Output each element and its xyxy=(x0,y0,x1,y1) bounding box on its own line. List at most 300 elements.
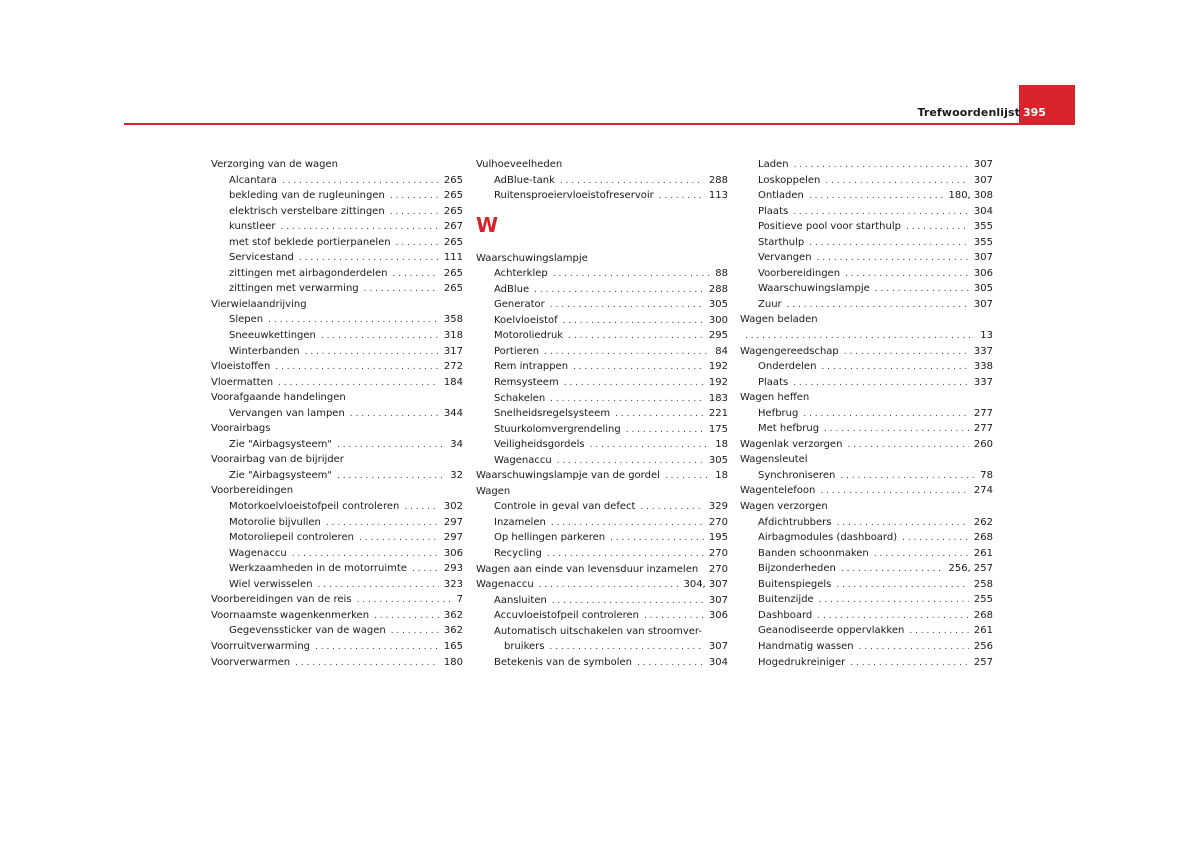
dot-leader xyxy=(859,640,969,656)
index-entry-page: 255 xyxy=(973,594,993,606)
index-entry-page: 258 xyxy=(973,578,993,590)
index-entry xyxy=(740,577,993,593)
index-entry-label: Vierwielaandrijving xyxy=(211,298,307,310)
dot-leader xyxy=(844,345,969,361)
section-letter: W xyxy=(476,212,499,237)
index-entry xyxy=(211,546,463,562)
index-entry xyxy=(211,468,463,484)
index-entry xyxy=(476,391,728,407)
index-entry xyxy=(740,173,993,189)
dot-leader xyxy=(557,454,704,470)
index-entry xyxy=(211,608,463,624)
index-entry-label: Vervangen xyxy=(758,252,812,264)
dot-leader xyxy=(563,314,704,330)
dot-leader xyxy=(337,469,445,485)
index-entry xyxy=(211,297,463,313)
dot-leader xyxy=(837,516,969,532)
dot-leader xyxy=(549,640,703,656)
index-entry-page: 265 xyxy=(443,267,463,279)
dot-leader xyxy=(390,189,439,205)
index-entry-label: Voorverwarmen xyxy=(211,656,291,668)
index-entry-page: 270 xyxy=(708,548,728,560)
index-entry-page: 261 xyxy=(973,625,993,637)
index-column-3 xyxy=(740,157,993,670)
index-entry xyxy=(211,515,463,531)
index-entry-label: Waarschuwingslampje xyxy=(758,283,870,295)
index-entry-label: Wagenaccu xyxy=(229,547,287,559)
index-entry-page: 307 xyxy=(973,298,993,310)
dot-leader xyxy=(295,656,439,672)
dot-leader xyxy=(305,345,439,361)
index-entry-label: Inzamelen xyxy=(494,516,546,528)
index-entry-page: 355 xyxy=(973,221,993,233)
index-entry-label: AdBlue-tank xyxy=(494,174,555,186)
index-entry xyxy=(211,639,463,655)
index-entry-page: 304, 307 xyxy=(683,579,728,591)
index-entry xyxy=(211,328,463,344)
index-entry-page: 111 xyxy=(443,252,463,264)
dot-leader xyxy=(626,423,704,439)
index-entry xyxy=(740,592,993,608)
index-entry-page: 7 xyxy=(456,594,463,606)
dot-leader xyxy=(874,547,969,563)
index-entry xyxy=(740,266,993,282)
index-entry-label: Wagen verzorgen xyxy=(740,501,828,513)
dot-leader xyxy=(275,360,439,376)
dot-leader xyxy=(644,609,704,625)
index-entry xyxy=(476,577,728,593)
index-entry xyxy=(476,157,728,173)
index-entry-page: 306 xyxy=(973,267,993,279)
index-entry-page: 272 xyxy=(443,361,463,373)
index-entry-label: Wagen heffen xyxy=(740,392,810,404)
index-entry-page: 261 xyxy=(973,547,993,559)
index-entry-page: 180, 308 xyxy=(948,190,993,202)
index-entry xyxy=(211,188,463,204)
dot-leader xyxy=(817,609,969,625)
index-entry-page: 323 xyxy=(443,578,463,590)
index-entry xyxy=(476,484,728,500)
index-entry-page: 184 xyxy=(443,376,463,388)
index-entry-label: Dashboard xyxy=(758,609,813,621)
index-entry-page: 338 xyxy=(973,361,993,373)
dot-leader xyxy=(396,236,439,252)
index-entry-label: Met hefbrug xyxy=(758,423,820,435)
index-entry-label: Wagenlak verzorgen xyxy=(740,438,843,450)
index-entry xyxy=(476,655,728,671)
index-entry xyxy=(476,344,728,360)
index-entry-label: Motorkoelvloeistofpeil controleren xyxy=(229,501,400,513)
index-entry-page: 192 xyxy=(708,361,728,373)
index-entry-label: Koelvloeistof xyxy=(494,314,558,326)
index-entry-page: 277 xyxy=(973,407,993,419)
index-entry-label: Rem intrappen xyxy=(494,361,569,373)
index-entry-page: 317 xyxy=(443,345,463,357)
index-entry xyxy=(740,499,993,515)
index-entry-label: Alcantara xyxy=(229,174,277,186)
index-entry-page: 265 xyxy=(443,236,463,248)
index-entry-label: zittingen met verwarming xyxy=(229,283,359,295)
index-entry-label: Motorolie bijvullen xyxy=(229,516,321,528)
index-column-2 xyxy=(476,157,728,670)
index-entry xyxy=(211,623,463,639)
index-entry-label: Vervangen van lampen xyxy=(229,407,345,419)
index-entry-label: Voorafgaande handelingen xyxy=(211,392,346,404)
dot-leader xyxy=(794,158,969,174)
index-entry-label: Voorbereidingen xyxy=(211,485,294,497)
index-entry-label: Portieren xyxy=(494,345,540,357)
dot-leader xyxy=(550,392,704,408)
index-entry-label: Hefbrug xyxy=(758,407,799,419)
index-entry-label: Afdichtrubbers xyxy=(758,516,832,528)
index-entry xyxy=(476,562,728,578)
index-entry-label: Schakelen xyxy=(494,392,546,404)
index-entry-label: bekleding van de rugleuningen xyxy=(229,190,385,202)
index-entry-page: 18 xyxy=(715,439,728,451)
dot-leader xyxy=(390,205,439,221)
index-entry xyxy=(211,281,463,297)
index-entry-label: Onderdelen xyxy=(758,361,817,373)
dot-leader xyxy=(278,376,439,392)
dot-leader xyxy=(615,407,704,423)
index-entry xyxy=(211,219,463,235)
dot-leader xyxy=(551,516,704,532)
index-entry xyxy=(740,437,993,453)
page-number: 395 xyxy=(1023,106,1046,119)
index-entry xyxy=(211,250,463,266)
dot-leader xyxy=(590,438,711,454)
dot-leader xyxy=(357,593,452,609)
index-entry-label: Laden xyxy=(758,159,789,170)
index-entry-page: 288 xyxy=(708,283,728,295)
index-entry-label: Werkzaamheden in de motorruimte xyxy=(229,563,407,575)
index-entry xyxy=(211,483,463,499)
dot-leader xyxy=(374,609,439,625)
dot-leader xyxy=(552,594,704,610)
index-entry xyxy=(476,468,728,484)
index-entry-page: 355 xyxy=(973,236,993,248)
index-entry xyxy=(476,328,728,344)
index-entry xyxy=(211,344,463,360)
index-entry xyxy=(476,406,728,422)
index-entry-label: Ruitensproeiervloeistofreservoir xyxy=(494,190,654,202)
index-entry-label: Zie "Airbagsysteem" xyxy=(229,469,333,481)
index-entry xyxy=(740,375,993,391)
index-entry-page: 262 xyxy=(973,516,993,528)
index-entry-label: Vulhoeveelheden xyxy=(476,159,563,170)
index-entry-page: 362 xyxy=(443,609,463,621)
index-entry-page: 307 xyxy=(973,174,993,186)
index-entry-label: Winterbanden xyxy=(229,345,300,357)
dot-leader xyxy=(909,624,969,640)
index-entry-page: 293 xyxy=(443,563,463,575)
index-entry xyxy=(476,639,728,655)
index-entry xyxy=(211,561,463,577)
index-entry-label: Bijzonderheden xyxy=(758,563,836,575)
index-entry-page: 302 xyxy=(443,501,463,513)
index-entry-page: 297 xyxy=(443,516,463,528)
dot-leader xyxy=(318,578,439,594)
index-entry-label: Banden schoonmaken xyxy=(758,547,869,559)
index-entry xyxy=(211,421,463,437)
dot-leader xyxy=(564,376,704,392)
dot-leader xyxy=(845,267,969,283)
index-entry-page: 165 xyxy=(443,640,463,652)
index-entry xyxy=(211,437,463,453)
index-entry-label: Veiligheidsgordels xyxy=(494,439,585,451)
dot-leader xyxy=(326,516,439,532)
index-entry xyxy=(740,452,993,468)
index-entry-page: 305 xyxy=(973,283,993,295)
dot-leader xyxy=(809,236,969,252)
index-entry xyxy=(740,312,993,328)
index-entry-label: Wiel verwisselen xyxy=(229,578,313,590)
dot-leader xyxy=(820,484,969,500)
index-entry-label: Wagensleutel xyxy=(740,454,808,466)
index-entry-label: Gegevenssticker van de wagen xyxy=(229,625,386,637)
index-entry xyxy=(211,390,463,406)
index-entry-label: Snelheidsregelsysteem xyxy=(494,408,611,420)
index-entry-label: Waarschuwingslampje van de gordel xyxy=(476,470,660,482)
index-entry-label: Hogedrukreiniger xyxy=(758,656,846,668)
index-entry-label: Buitenspiegels xyxy=(758,578,832,590)
dot-leader xyxy=(836,578,969,594)
index-entry-label: Wagen aan einde van levensduur inzamelen xyxy=(476,563,699,575)
index-entry-label: Ontladen xyxy=(758,190,804,202)
index-entry-page: 304 xyxy=(973,205,993,217)
dot-leader xyxy=(793,376,969,392)
index-entry-page: 270 xyxy=(708,563,728,575)
dot-leader xyxy=(787,298,969,314)
index-entry-label: Buitenzijde xyxy=(758,594,814,606)
index-entry xyxy=(211,452,463,468)
index-entry-label: Slepen xyxy=(229,314,264,326)
index-entry-page: 318 xyxy=(443,330,463,342)
dot-leader xyxy=(404,500,439,516)
index-entry-page: 295 xyxy=(708,330,728,342)
index-entry xyxy=(211,204,463,220)
dot-leader xyxy=(840,469,975,485)
index-entry-label: Op hellingen parkeren xyxy=(494,532,606,544)
dot-leader xyxy=(703,563,704,579)
dot-leader xyxy=(412,562,439,578)
dot-leader xyxy=(610,531,704,547)
index-entry xyxy=(476,437,728,453)
index-entry-page: 265 xyxy=(443,283,463,295)
index-entry-label: Voorairbag van de bijrijder xyxy=(211,454,344,466)
index-entry-label: bruikers xyxy=(504,641,545,653)
index-entry-label: Achterklep xyxy=(494,268,548,280)
index-entry-label: Betekenis van de symbolen xyxy=(494,656,633,668)
index-entry xyxy=(740,250,993,266)
index-entry-label: Wagentelefoon xyxy=(740,485,816,497)
index-entry-page: 221 xyxy=(708,408,728,420)
dot-leader xyxy=(841,562,944,578)
index-entry-label: elektrisch verstelbare zittingen xyxy=(229,205,385,217)
index-entry-page: 192 xyxy=(708,377,728,389)
dot-leader xyxy=(299,251,439,267)
index-entry-label: Synchroniseren xyxy=(758,469,836,481)
index-entry xyxy=(740,297,993,313)
index-entry xyxy=(740,157,993,173)
index-entry-label: Vloeistoffen xyxy=(211,361,271,373)
index-entry-label: Generator xyxy=(494,299,545,311)
index-entry xyxy=(476,624,728,640)
header-rule xyxy=(124,123,1075,125)
index-entry xyxy=(740,655,993,671)
index-entry-page: 256 xyxy=(973,640,993,652)
index-entry-label: Loskoppelen xyxy=(758,174,821,186)
dot-leader xyxy=(803,407,969,423)
index-entry-label: Handmatig wassen xyxy=(758,640,854,652)
index-entry xyxy=(211,406,463,422)
index-entry-page: 78 xyxy=(980,469,993,481)
index-entry-page: 268 xyxy=(973,609,993,621)
page-title: Trefwoordenlijst xyxy=(917,106,1020,119)
index-entry xyxy=(476,422,728,438)
dot-leader xyxy=(906,220,969,236)
index-entry-page: 267 xyxy=(443,221,463,233)
dot-leader xyxy=(568,329,704,345)
index-entry-label: AdBlue xyxy=(494,283,530,295)
dot-leader xyxy=(902,531,969,547)
index-entry xyxy=(476,530,728,546)
index-entry-label: Stuurkolomvergrendeling xyxy=(494,423,621,435)
index-entry-page: 257 xyxy=(973,656,993,668)
index-entry-label: Accuvloeistofpeil controleren xyxy=(494,610,639,622)
index-entry-page: 113 xyxy=(708,190,728,202)
index-entry xyxy=(476,173,728,189)
index-entry xyxy=(211,375,463,391)
index-column-1 xyxy=(211,157,463,670)
index-entry-label: Voornaamste wagenkenmerken xyxy=(211,609,370,621)
index-entry-label: Aansluiten xyxy=(494,594,547,606)
index-entry-label: Geanodiseerde oppervlakken xyxy=(758,625,905,637)
index-entry xyxy=(476,359,728,375)
index-entry-page: 88 xyxy=(715,268,728,280)
index-entry-label: Wagen beladen xyxy=(740,314,818,326)
index-entry-page: 358 xyxy=(443,314,463,326)
index-entry-label: met stof beklede portierpanelen xyxy=(229,236,391,248)
index-entry-page: 256, 257 xyxy=(948,563,993,575)
index-entry xyxy=(740,235,993,251)
index-entry-label: Wagen xyxy=(476,485,511,497)
index-entry-label: Airbagmodules (dashboard) xyxy=(758,532,898,544)
index-entry-label: Positieve pool voor starthulp xyxy=(758,221,901,233)
index-entry-page: 260 xyxy=(973,438,993,450)
page-number-box xyxy=(1019,85,1075,125)
index-entry-page: 277 xyxy=(973,423,993,435)
index-entry xyxy=(740,406,993,422)
index-entry-page: 307 xyxy=(708,594,728,606)
index-entry xyxy=(476,608,728,624)
dot-leader xyxy=(315,640,439,656)
index-entry xyxy=(740,608,993,624)
index-entry-page: 18 xyxy=(715,470,728,482)
dot-leader xyxy=(364,282,439,298)
index-entry-page: 297 xyxy=(443,532,463,544)
dot-leader xyxy=(875,282,969,298)
index-entry xyxy=(211,359,463,375)
dot-leader xyxy=(659,189,704,205)
index-entry-label: Wagenaccu xyxy=(494,454,552,466)
index-entry-label: Voorbereidingen van de reis xyxy=(211,594,352,606)
dot-leader xyxy=(809,189,944,205)
index-entry-label: Plaats xyxy=(758,205,789,217)
index-entry xyxy=(211,592,463,608)
index-entry xyxy=(476,251,728,267)
index-entry-label: Zie "Airbagsysteem" xyxy=(229,438,333,450)
index-entry-page: 265 xyxy=(443,190,463,202)
index-entry xyxy=(476,593,728,609)
index-entry xyxy=(740,344,993,360)
dot-leader xyxy=(850,656,969,672)
index-entry xyxy=(211,577,463,593)
index-entry-label: Voorruitverwarming xyxy=(211,640,311,652)
dot-leader xyxy=(573,360,704,376)
dot-leader xyxy=(350,407,439,423)
dot-leader xyxy=(393,267,439,283)
dot-leader xyxy=(824,422,969,438)
index-entry-page: 32 xyxy=(450,469,463,481)
index-entry xyxy=(476,188,728,204)
index-entry xyxy=(476,282,728,298)
index-entry-page: 270 xyxy=(708,516,728,528)
index-entry-page: 183 xyxy=(708,392,728,404)
dot-leader xyxy=(819,593,969,609)
index-entry-page: 195 xyxy=(708,532,728,544)
dot-leader xyxy=(847,438,968,454)
index-entry-label: Recycling xyxy=(494,548,542,560)
index-entry xyxy=(740,639,993,655)
index-entry xyxy=(476,546,728,562)
dot-leader xyxy=(745,329,975,345)
index-entry-label: Sneeuwkettingen xyxy=(229,330,316,342)
index-entry xyxy=(476,375,728,391)
index-entry-label: Motoroliepeil controleren xyxy=(229,532,354,544)
index-entry xyxy=(211,530,463,546)
index-entry xyxy=(740,219,993,235)
index-entry-label: Vloermatten xyxy=(211,376,274,388)
index-entry xyxy=(740,546,993,562)
index-entry xyxy=(740,188,993,204)
index-entry-page: 274 xyxy=(973,485,993,497)
index-entry-page: 13 xyxy=(980,330,993,342)
index-entry xyxy=(740,515,993,531)
dot-leader xyxy=(282,174,439,190)
dot-leader xyxy=(547,547,704,563)
index-entry-page: 307 xyxy=(973,252,993,264)
index-entry-page: 84 xyxy=(715,345,728,357)
index-entry-page: 306 xyxy=(708,610,728,622)
dot-leader xyxy=(280,220,438,236)
index-entry xyxy=(476,313,728,329)
index-entry-page: 329 xyxy=(708,501,728,513)
index-entry-label: Automatisch uitschakelen van stroomver- xyxy=(494,625,702,637)
dot-leader xyxy=(825,174,969,190)
index-entry-page: 337 xyxy=(973,376,993,388)
index-entry xyxy=(211,312,463,328)
index-entry-label: kunstleer xyxy=(229,221,276,233)
index-entry xyxy=(476,297,728,313)
dot-leader xyxy=(793,205,969,221)
index-entry-label: Voorairbags xyxy=(211,423,271,435)
index-entry-page: 175 xyxy=(708,423,728,435)
index-entry-page: 288 xyxy=(708,174,728,186)
index-entry-page: 307 xyxy=(708,641,728,653)
index-entry xyxy=(740,468,993,484)
index-entry xyxy=(740,204,993,220)
